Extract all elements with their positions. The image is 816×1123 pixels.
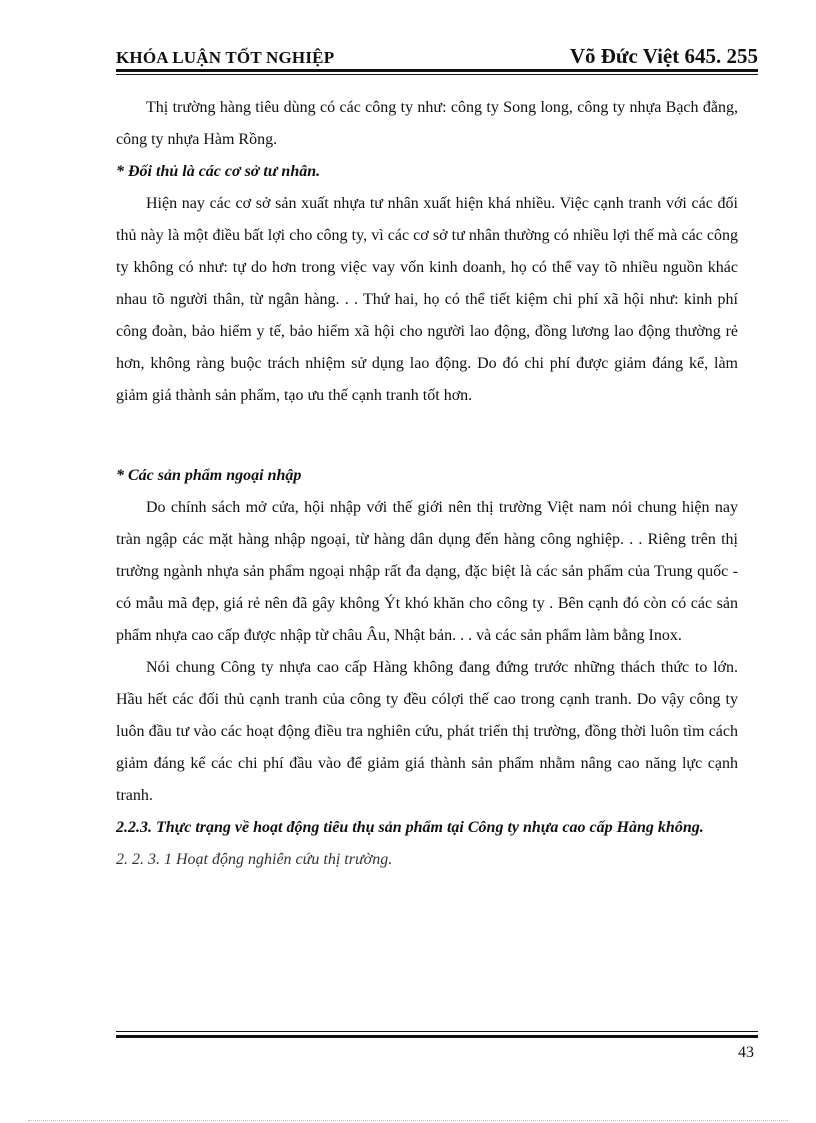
heading-section-2-2-3: 2.2.3. Thực trạng về hoạt động tiêu thụ sản phẩm tại Công ty nhựa cao cấp Hàng không. <box>116 819 704 836</box>
paragraph-1: Thị trường hàng tiêu dùng có các công ty như: công ty Song long, công ty nhựa Bạch đằng, công ty nhựa Hàm Rồng. <box>116 99 738 148</box>
footer-rule-thick <box>116 1035 758 1038</box>
body-text <box>116 92 738 876</box>
section-gap <box>116 412 738 460</box>
page-header <box>116 44 758 69</box>
heading-imported-products: * Các sản phẩm ngoại nhập <box>116 467 302 484</box>
page-bottom-dotted-line <box>28 1120 788 1121</box>
heading-private-competitors: * Đối thủ là các cơ sở tư nhân. <box>116 163 321 180</box>
author-name: Võ Đức Việt 645. 255 <box>569 44 758 68</box>
footer-rule-thin <box>116 1031 758 1032</box>
heading-section-2-2-3-1: 2. 2. 3. 1 Hoạt động nghiên cứu thị trường. <box>116 851 393 868</box>
paragraph-2: Hiện nay các cơ sở sản xuất nhựa tư nhân xuất hiện khá nhiều. Việc cạnh tranh với các đối thủ này là một điều bất lợi cho công ty, vì các cơ sở tư nhân thường có nhiều lợi thế mà các công ty không có như: tự do hơn trong việc vay vốn kinh doanh, họ có thể vay tõ nhiều nguồn khác nhau tõ người thân, từ ngân hàng. . . Thứ hai, họ có thể tiết kiệm chi phí xã hội như: kinh phí công đoàn, bảo hiểm y tế, bảo hiểm xã hội cho người lao động, đồng lương lao động thường rẻ hơn, không ràng buộc trách nhiệm sử dụng lao động. Do đó chi phí được giảm đáng kể, làm giảm giá thành sản phẩm, tạo ưu thế cạnh tranh tốt hơn. <box>116 195 738 404</box>
paragraph-4: Nói chung Công ty nhựa cao cấp Hàng không đang đứng trước những thách thức to lớn. Hầu hết các đối thủ cạnh tranh của công ty đều cólợi thế cao trong cạnh tranh. Do vậy công ty luôn đầu tư vào các hoạt động điều tra nghiên cứu, phát triển thị trường, đồng thời luôn tìm cách giảm đáng kể các chi phí đầu vào để giảm giá thành sản phẩm nhằm nâng cao năng lực cạnh tranh. <box>116 659 738 804</box>
thesis-label: KHÓA LUẬN TỐT NGHIỆP <box>116 48 335 67</box>
header-rule-thick <box>116 69 758 72</box>
header-rule-thin <box>116 74 758 75</box>
page-number: 43 <box>738 1044 754 1061</box>
paragraph-3: Do chính sách mở cửa, hội nhập với thế giới nên thị trường Việt nam nói chung hiện nay tràn ngập các mặt hàng nhập ngoại, từ hàng dân dụng đến hàng công nghiệp. . . Riêng trên thị trường ngành nhựa sản phẩm ngoại nhập rất đa dạng, đặc biệt là các sản phẩm của Trung quốc - có mẫu mã đẹp, giá rẻ nên đã gây không Ýt khó khăn cho công ty . Bên cạnh đó còn có các sản phẩm nhựa cao cấp được nhập từ châu Âu, Nhật bản. . . và các sản phẩm làm bằng Inox. <box>116 499 738 644</box>
